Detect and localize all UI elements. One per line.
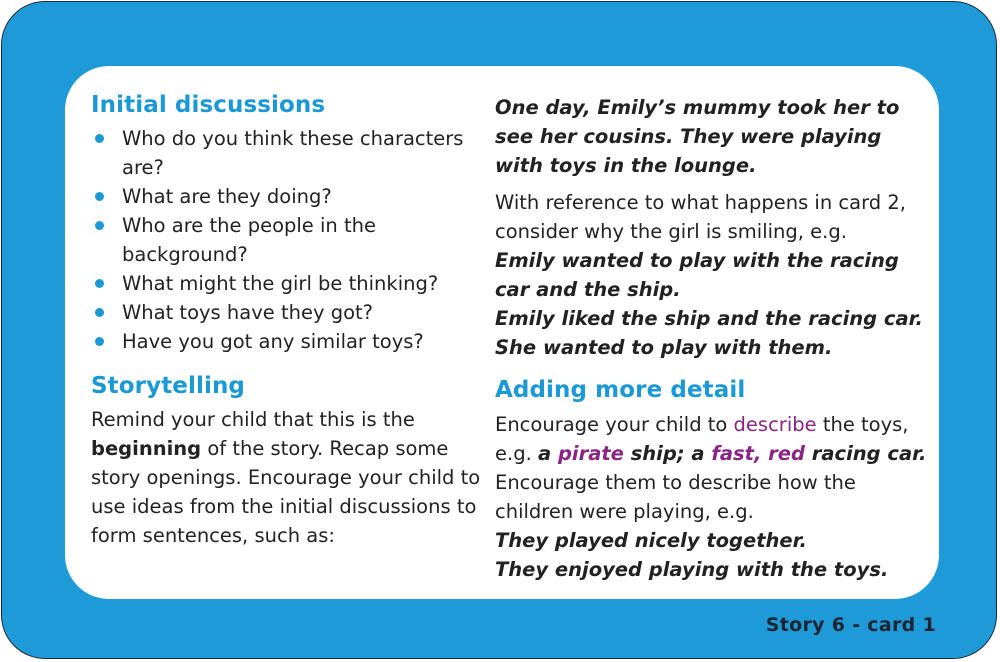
adding-detail-text: Encourage your child to describe the toys, e.g. a pirate ship; a fast, red racing car. xyxy=(495,413,927,465)
story-opening: One day, Emily’s mummy took her to see her cousins. They were playing with toys in the lounge. xyxy=(495,96,900,177)
storytelling-heading: Storytelling xyxy=(91,373,245,399)
discussion-questions xyxy=(91,124,481,356)
storytelling-text: Remind your child that this is the beginning of the story. Recap some story openings. Encourage your child to use ideas from the initial discussions to form sentences, such as: xyxy=(91,408,481,547)
question-item: Who are the people in the background? xyxy=(91,211,481,269)
reference-text: With reference to what happens in card 2, consider why the girl is smiling, e.g. xyxy=(495,191,906,243)
bullet-icon xyxy=(95,308,104,317)
question-item: What are they doing? xyxy=(91,182,481,211)
example-sentence: They played nicely together. xyxy=(495,529,807,552)
example-sentence: Emily wanted to play with the racing car and the ship. xyxy=(495,249,899,301)
bullet-icon xyxy=(95,221,104,230)
question-item: Have you got any similar toys? xyxy=(91,327,481,356)
content-panel xyxy=(65,66,939,599)
question-item: What might the girl be thinking? xyxy=(91,269,481,298)
activity-card xyxy=(1,1,997,659)
question-item: What toys have they got? xyxy=(91,298,481,327)
initial-discussions-heading: Initial discussions xyxy=(91,92,326,118)
bullet-icon xyxy=(95,279,104,288)
describe-playing-text: Encourage them to describe how the children were playing, e.g. xyxy=(495,471,856,523)
card-footer-label: Story 6 - card 1 xyxy=(765,614,936,636)
bullet-icon xyxy=(95,134,104,143)
question-item: Who do you think these characters are? xyxy=(91,124,481,182)
example-sentence: They enjoyed playing with the toys. xyxy=(495,558,889,581)
left-column xyxy=(91,66,481,550)
bullet-icon xyxy=(95,192,104,201)
bullet-icon xyxy=(95,337,104,346)
right-column xyxy=(495,66,935,584)
example-sentence: Emily liked the ship and the racing car. She wanted to play with them. xyxy=(495,307,923,359)
adding-detail-heading: Adding more detail xyxy=(495,377,746,403)
